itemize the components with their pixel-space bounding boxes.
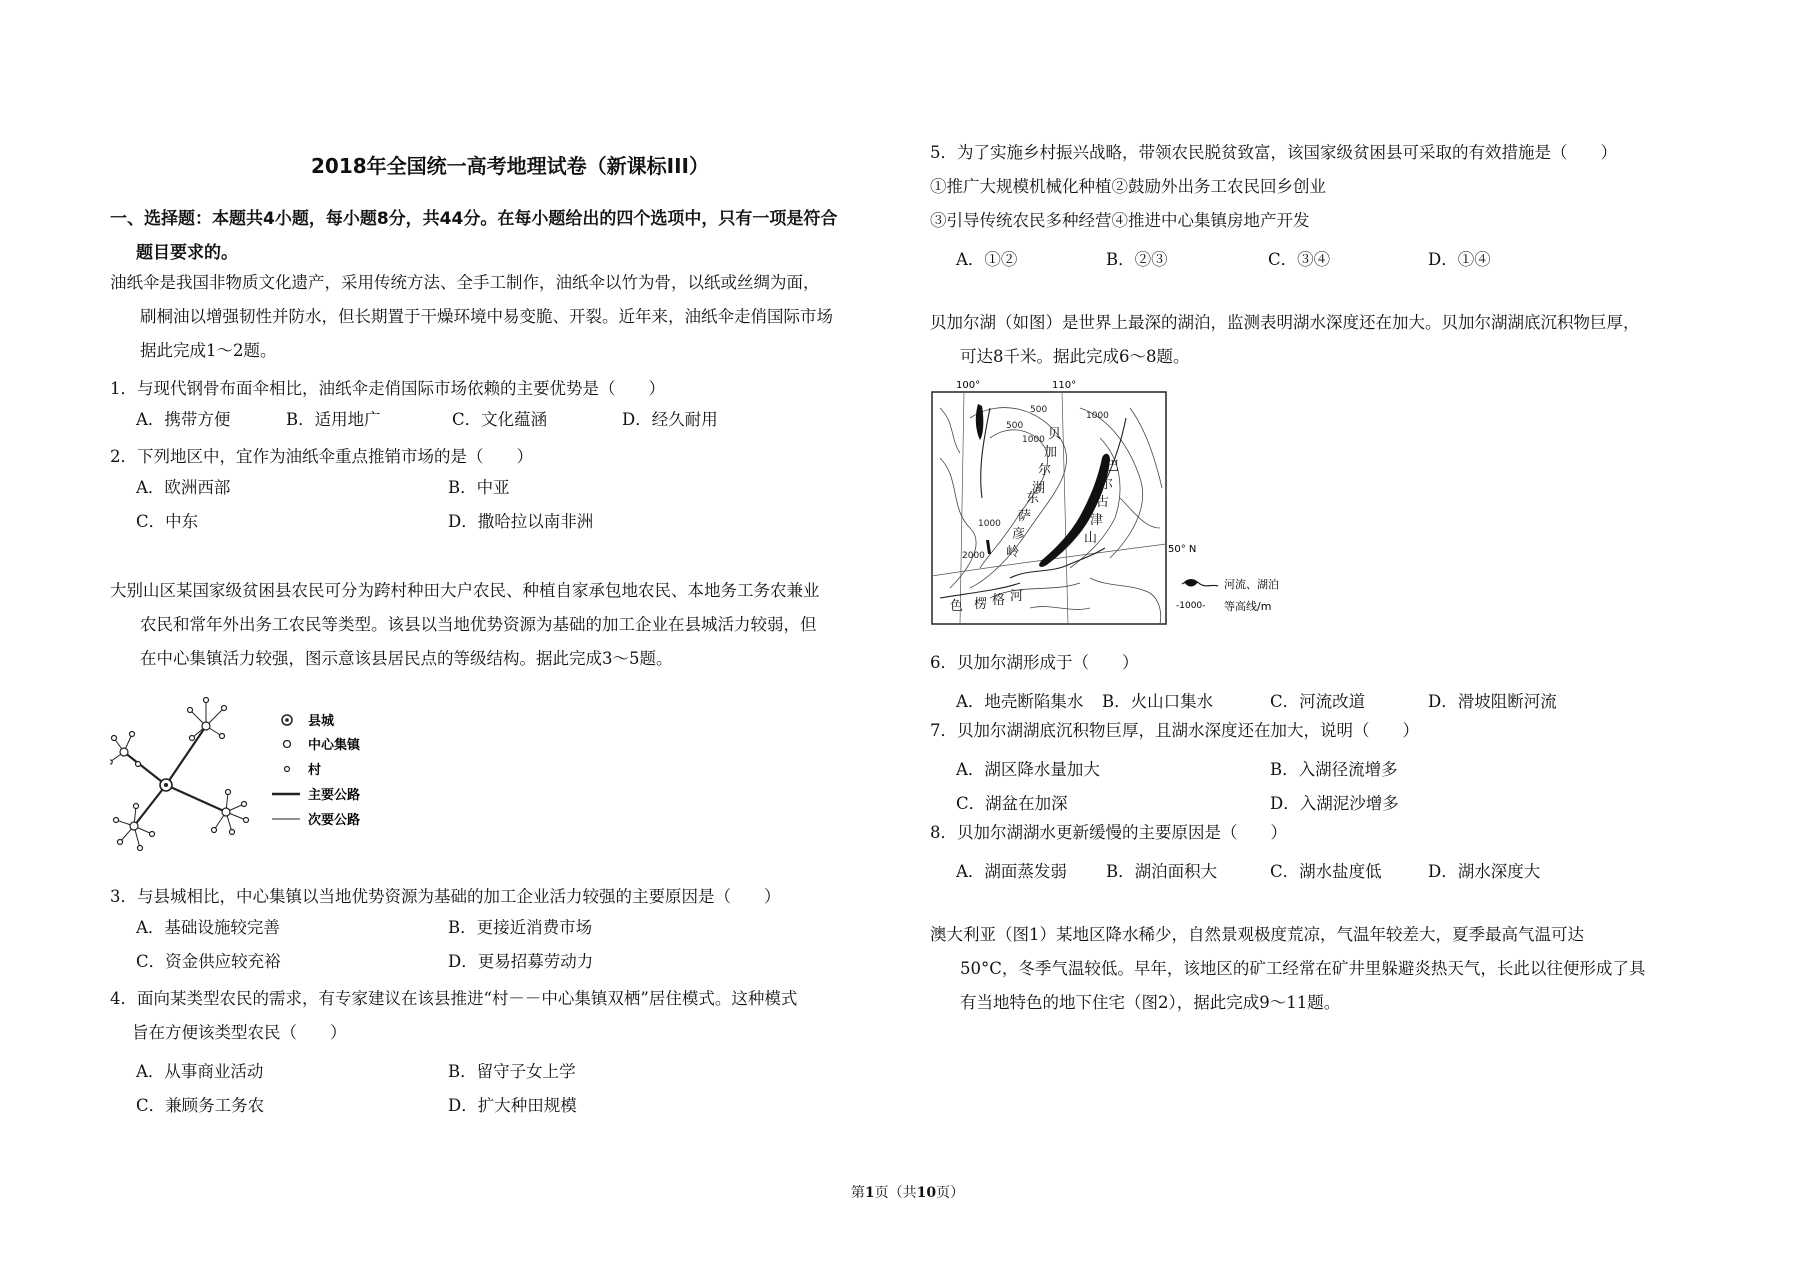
passage-line: 50°C，冬季气温较低。早年，该地区的矿工经常在矿井里躲避炎热天气，长此以往便形成了具 — [960, 959, 1646, 978]
passage-baikal — [930, 306, 1730, 374]
passage-line: 澳大利亚（图1）某地区降水稀少，自然景观极度荒凉，气温年较差大，夏季最高气温可达 — [930, 925, 1584, 944]
option-d[interactable]: D．入湖泥沙增多 — [1270, 794, 1399, 813]
question-8-stem: 8．贝加尔湖湖水更新缓慢的主要原因是（ ） — [930, 823, 1287, 842]
question-5-line2: ③引导传统农民多种经营④推进中心集镇房地产开发 — [930, 211, 1310, 230]
option-a[interactable]: A．从事商业活动 — [136, 1062, 264, 1081]
option-a[interactable]: A．欧洲西部 — [136, 478, 231, 497]
section-heading-line2: 题目要求的。 — [136, 243, 238, 263]
map-label-char: 巴 — [1106, 459, 1120, 474]
passage-line: 农民和常年外出务工农民等类型。该县以当地优势资源为基础的加工企业在县城活力较弱，但 — [140, 615, 817, 634]
option-c[interactable]: C．③④ — [1268, 250, 1331, 269]
legend-contour-label: 等高线/m — [1224, 600, 1272, 613]
page-footer — [0, 1182, 1815, 1202]
map-label-char: 彦 — [1012, 527, 1026, 542]
option-d[interactable]: D．①④ — [1428, 250, 1491, 269]
passage-line: 刷桐油以增强韧性并防水，但长期置于干燥环境中易变脆、开裂。近年来，油纸伞走俏国际市场 — [140, 307, 833, 326]
option-d[interactable]: D．湖水深度大 — [1428, 862, 1541, 881]
question-4-stem: 4．面向某类型农民的需求，有专家建议在该县推进“村－－中心集镇双栖”居住模式。这种模式 — [110, 989, 798, 1008]
option-d[interactable]: D．撒哈拉以南非洲 — [448, 512, 594, 531]
option-c[interactable]: C．资金供应较充裕 — [136, 952, 281, 971]
passage-line: 油纸伞是我国非物质文化遗产，采用传统方法、全手工制作，油纸伞以竹为骨，以纸或丝绸为面， — [110, 273, 820, 292]
option-a[interactable]: A．基础设施较完善 — [136, 918, 280, 937]
map-label-char: 色 — [950, 599, 964, 614]
question-1-stem: 1．与现代钢骨布面伞相比，油纸伞走俏国际市场依赖的主要优势是（ ） — [110, 379, 665, 398]
map-label-char: 山 — [1084, 531, 1098, 546]
question-7-stem: 7．贝加尔湖湖底沉积物巨厚，且湖水深度还在加大，说明（ ） — [930, 721, 1419, 740]
legend-river-label: 河流、湖泊 — [1224, 578, 1279, 591]
settlement-legend — [272, 714, 361, 828]
question-6-stem: 6．贝加尔湖形成于（ ） — [930, 653, 1139, 672]
settlement-hierarchy-diagram — [110, 680, 440, 880]
option-b[interactable]: B．更接近消费市场 — [448, 918, 593, 937]
option-d[interactable]: D．扩大种田规模 — [448, 1096, 577, 1115]
option-c[interactable]: C．湖水盐度低 — [1270, 862, 1382, 881]
map-label-char: 贝 — [1048, 427, 1062, 442]
option-b[interactable]: B．适用地广 — [286, 410, 381, 429]
contour-label: 1000 — [1086, 411, 1109, 421]
passage-line: 在中心集镇活力较强，图示意该县居民点的等级结构。据此完成3～5题。 — [140, 649, 673, 668]
option-c[interactable]: C．河流改道 — [1270, 692, 1366, 711]
option-a[interactable]: A．携带方便 — [136, 410, 231, 429]
footer-text: 页（共 — [874, 1185, 917, 1201]
contour-label: 1000 — [1022, 435, 1045, 445]
longitude-100-label: 100° — [956, 380, 981, 391]
footer-text: 第 — [850, 1185, 865, 1201]
map-label-char: 津 — [1090, 513, 1104, 528]
map-label-char: 河 — [1010, 589, 1024, 604]
option-b[interactable]: B．留守子女上学 — [448, 1062, 576, 1081]
latitude-50-label: 50° N — [1168, 544, 1197, 555]
total-pages: 10 — [916, 1185, 937, 1201]
page-title: 2018年全国统一高考地理试卷（新课标III） — [311, 154, 709, 178]
contour-label: 500 — [1006, 421, 1024, 431]
main-road — [166, 726, 206, 785]
section-heading-line1: 一、选择题：本题共4小题，每小题8分，共44分。在每小题给出的四个选项中，只有一项是符合 — [110, 209, 838, 229]
passage-line: 可达8千米。据此完成6～8题。 — [960, 347, 1190, 366]
option-b[interactable]: B．中亚 — [448, 478, 510, 497]
legend-contour-number: -1000- — [1176, 601, 1206, 611]
map-label-char: 湖 — [1032, 481, 1046, 496]
page-number: 1 — [864, 1185, 875, 1201]
option-c[interactable]: C．中东 — [136, 512, 199, 531]
option-a[interactable]: A．地壳断陷集水 — [956, 692, 1084, 711]
option-d[interactable]: D．经久耐用 — [622, 410, 718, 429]
question-5-line1: ①推广大规模机械化种植②鼓励外出务工农民回乡创业 — [930, 177, 1326, 196]
option-b[interactable]: B．②③ — [1106, 250, 1168, 269]
legend-village-label: 村 — [308, 763, 322, 778]
longitude-110-label: 110° — [1052, 380, 1077, 391]
passage-dabie-county — [110, 574, 910, 676]
option-a[interactable]: A．①② — [956, 250, 1018, 269]
option-d[interactable]: D．更易招募劳动力 — [448, 952, 594, 971]
option-b[interactable]: B．入湖径流增多 — [1270, 760, 1398, 779]
map-label-char: 岭 — [1006, 545, 1020, 560]
legend-town-label: 中心集镇 — [308, 738, 361, 753]
contour-label: 2000 — [962, 551, 985, 561]
passage-line: 据此完成1～2题。 — [140, 341, 277, 360]
map-label-char: 古 — [1096, 495, 1110, 510]
map-label-char: 尔 — [1100, 477, 1114, 492]
main-road — [166, 785, 226, 812]
map-label-char: 楞 — [974, 597, 988, 612]
option-b[interactable]: B．火山口集水 — [1102, 692, 1214, 711]
map-label-char: 东 — [1026, 491, 1040, 506]
passage-australia — [930, 918, 1730, 1020]
option-b[interactable]: B．湖泊面积大 — [1106, 862, 1218, 881]
option-c[interactable]: C．兼顾务工务农 — [136, 1096, 265, 1115]
contour-label: 1000 — [978, 519, 1001, 529]
passage-line: 大别山区某国家级贫困县农民可分为跨村种田大户农民、种植自家承包地农民、本地务工务农兼业 — [110, 581, 820, 600]
map-legend — [1176, 577, 1279, 613]
question-2-stem: 2．下列地区中，宜作为油纸伞重点推销市场的是（ ） — [110, 447, 533, 466]
legend-county-label: 县城 — [308, 714, 335, 729]
footer-text: 页） — [936, 1185, 965, 1201]
question-4-stem-cont: 旨在方便该类型农民（ ） — [132, 1023, 347, 1042]
question-5-stem: 5．为了实施乡村振兴战略，带领农民脱贫致富，该国家级贫困县可采取的有效措施是（ ） — [930, 143, 1617, 162]
baikal-map — [930, 378, 1330, 626]
option-a[interactable]: A．湖区降水量加大 — [956, 760, 1100, 779]
option-d[interactable]: D．滑坡阻断河流 — [1428, 692, 1557, 711]
option-c[interactable]: C．湖盆在加深 — [956, 794, 1068, 813]
map-label-char: 尔 — [1038, 463, 1052, 478]
passage-line: 有当地特色的地下住宅（图2），据此完成9～11题。 — [960, 993, 1341, 1012]
contour-label: 500 — [1030, 405, 1048, 415]
map-label-char: 格 — [992, 593, 1006, 608]
passage-oil-paper-umbrella — [110, 266, 910, 368]
option-a[interactable]: A．湖面蒸发弱 — [956, 862, 1067, 881]
question-3-stem: 3．与县城相比，中心集镇以当地优势资源为基础的加工企业活力较强的主要原因是（ ） — [110, 887, 781, 906]
map-label-char: 加 — [1044, 445, 1058, 460]
legend-main-road-label: 主要公路 — [308, 788, 361, 803]
passage-line: 贝加尔湖（如图）是世界上最深的湖泊，监测表明湖水深度还在加大。贝加尔湖湖底沉积物巨厚， — [930, 313, 1640, 332]
section-heading — [110, 202, 910, 270]
map-label-char: 萨 — [1018, 509, 1032, 524]
option-c[interactable]: C．文化蕴涵 — [452, 410, 548, 429]
legend-minor-road-label: 次要公路 — [308, 813, 361, 828]
